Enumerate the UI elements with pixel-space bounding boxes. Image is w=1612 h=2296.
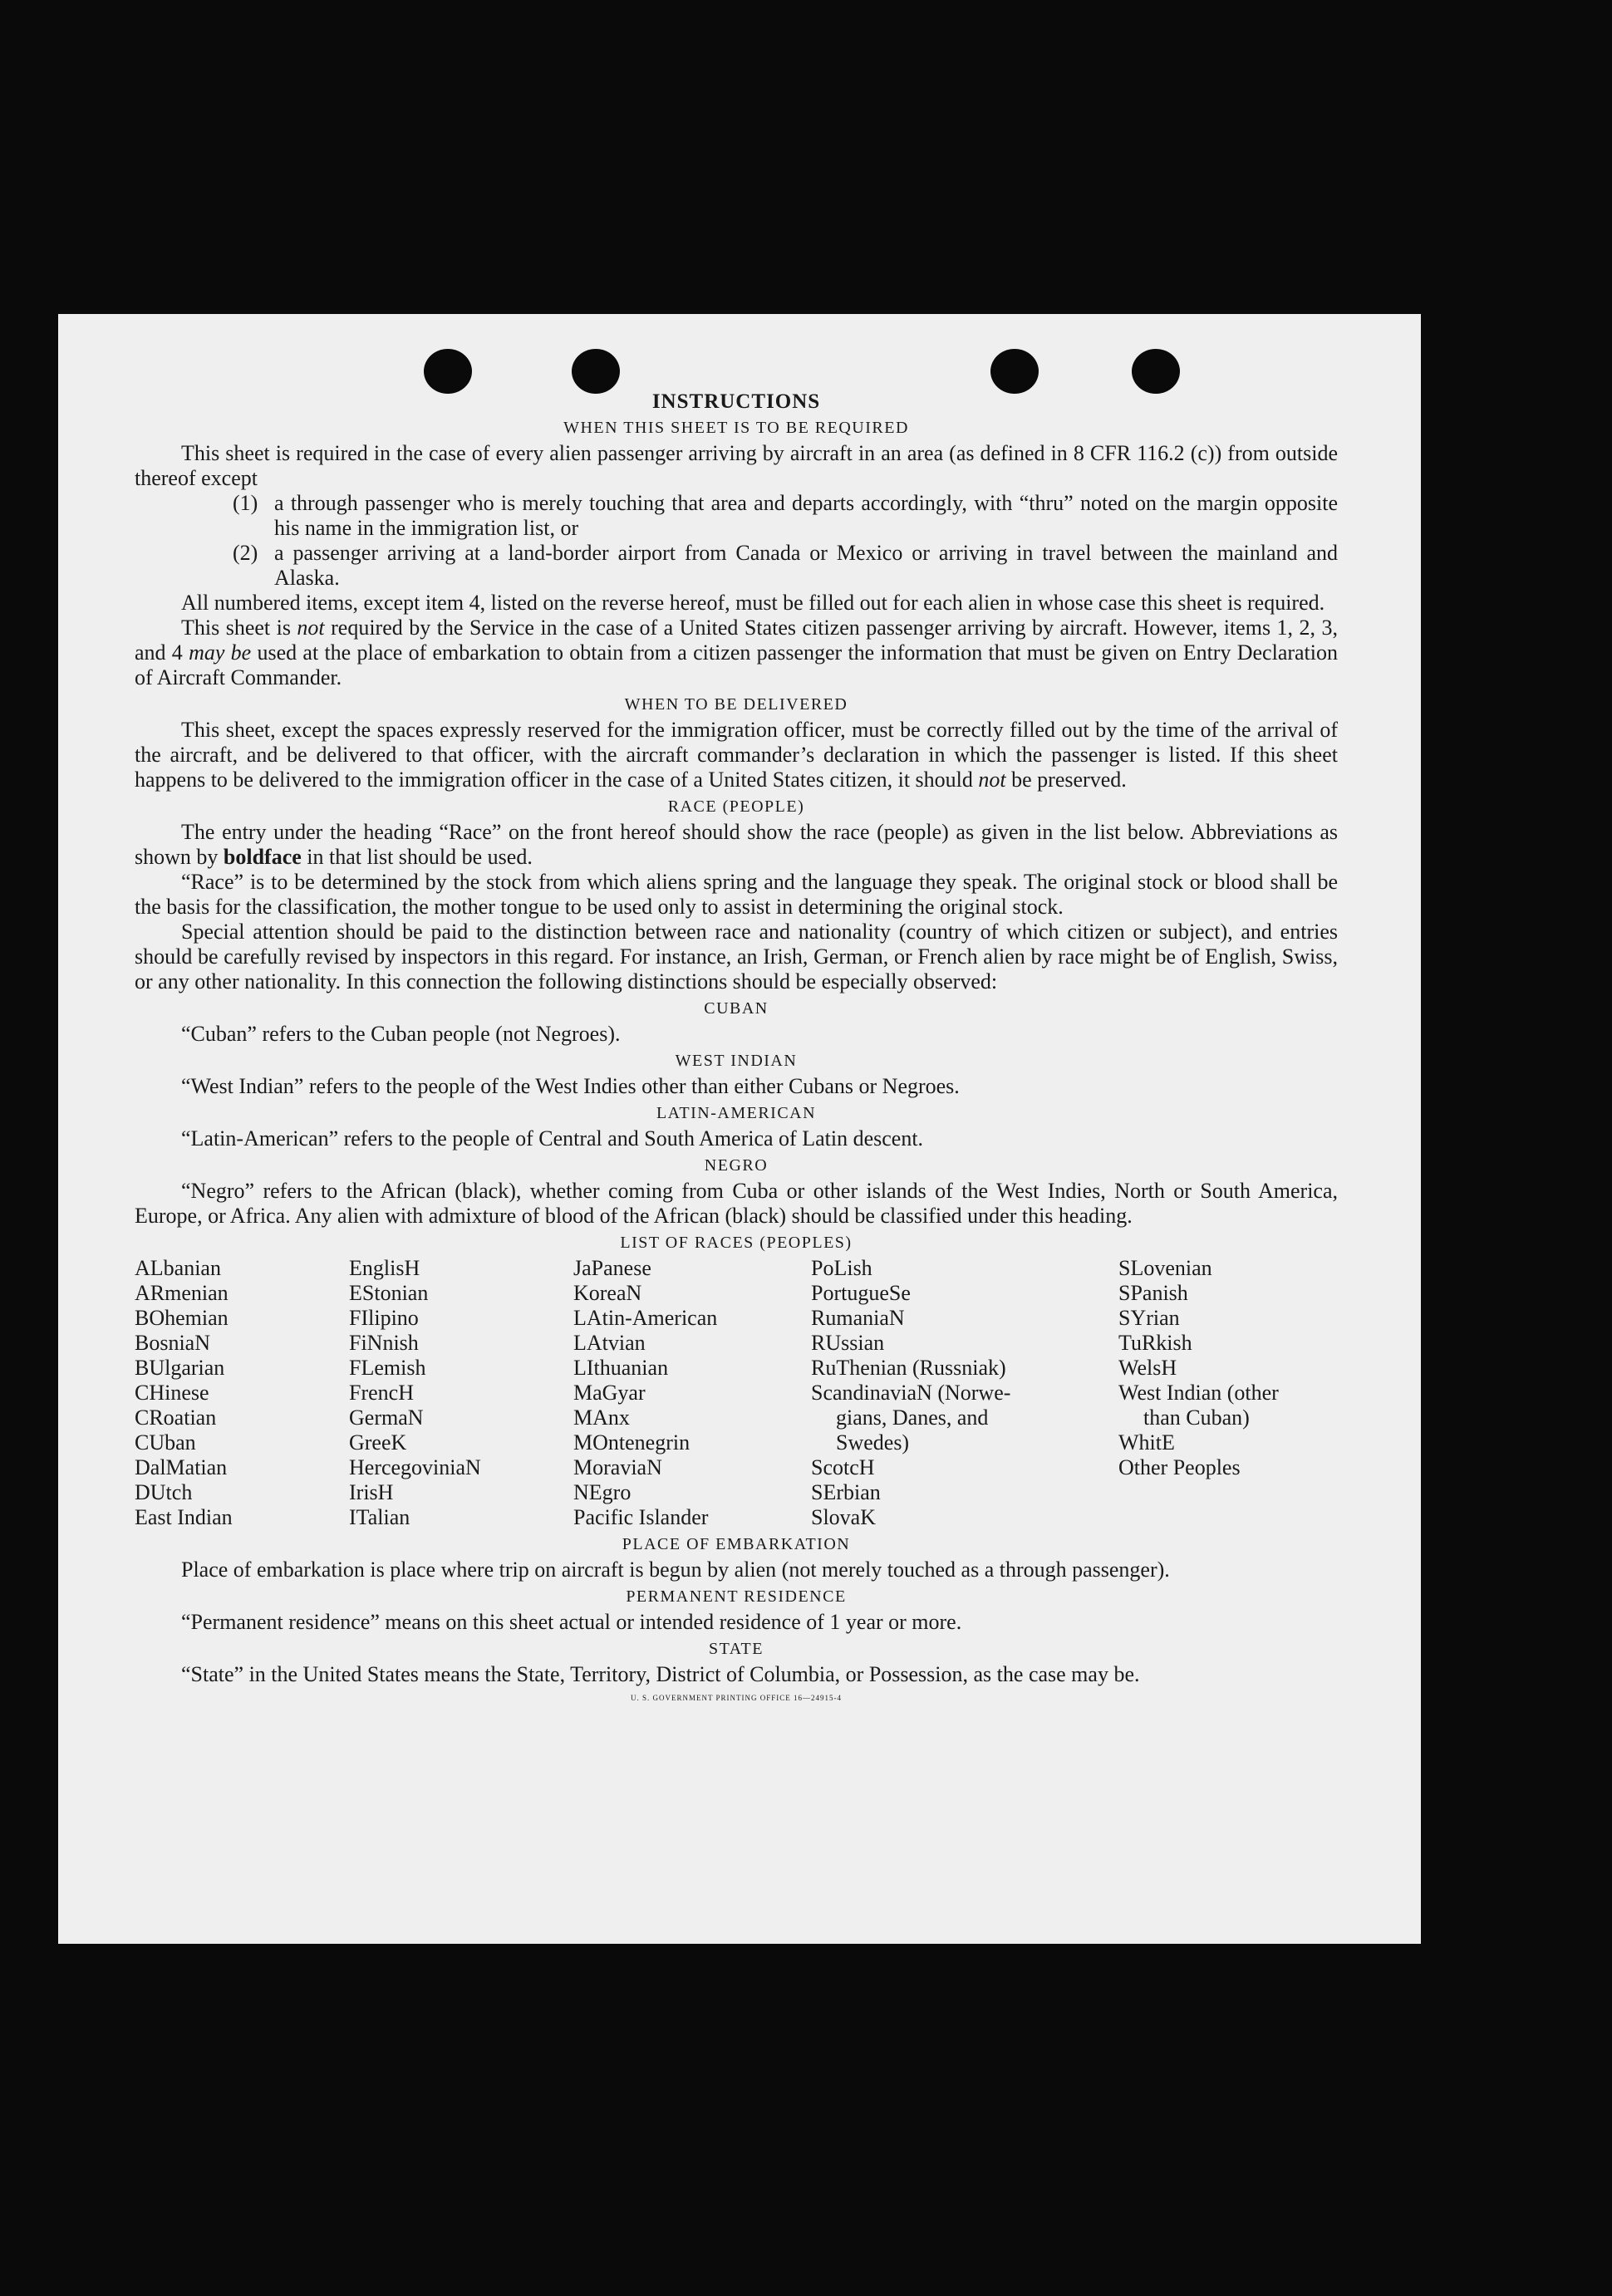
binder-hole xyxy=(1132,349,1180,394)
paragraph: “Race” is to be determined by the stock from which aliens spring and the language they speak. The original stock or blood shall be the basis for the classification, the mother tongue to be used only to assist in determining the original stock. xyxy=(135,870,1338,919)
race-entry: Other Peoples xyxy=(1118,1455,1241,1479)
heading-embarkation: PLACE OF EMBARKATION xyxy=(622,1535,851,1553)
race-entry: than Cuban) xyxy=(1143,1406,1250,1430)
paragraph: “West Indian” refers to the people of the West Indies other than either Cubans or Negroes. xyxy=(181,1074,960,1098)
heading-when-delivered: WHEN TO BE DELIVERED xyxy=(624,695,848,714)
race-entry: SYrian xyxy=(1118,1306,1180,1330)
race-entry: ScandinaviaN (Norwe- xyxy=(811,1381,1011,1405)
race-entry: Pacific Islander xyxy=(573,1505,709,1529)
race-entry: West Indian (other xyxy=(1118,1381,1279,1405)
race-entry: DUtch xyxy=(135,1480,193,1504)
race-entry: TuRkish xyxy=(1118,1331,1192,1355)
item-text: a passenger arriving at a land-border airport from Canada or Mexico or arriving in travel between the mainland and Alaska. xyxy=(274,541,1338,590)
races-column xyxy=(135,1256,349,1530)
race-entry: FiNnish xyxy=(349,1331,419,1355)
paragraph: Place of embarkation is place where trip on aircraft is begun by alien (not merely touched as a through passenger). xyxy=(181,1558,1170,1582)
race-entry: MOntenegrin xyxy=(573,1430,691,1455)
printer-imprint: U. S. GOVERNMENT PRINTING OFFICE 16—24915-4 xyxy=(630,1694,843,1702)
heading-race: RACE (PEOPLE) xyxy=(667,797,805,816)
race-entry: WhitE xyxy=(1118,1430,1175,1455)
race-entry: IrisH xyxy=(349,1480,394,1504)
text-run: in that list should be used. xyxy=(301,845,533,869)
paragraph xyxy=(135,616,1338,690)
heading-latin-american: LATIN-AMERICAN xyxy=(656,1104,817,1122)
item-number: (2) xyxy=(233,541,258,565)
paragraph xyxy=(135,820,1338,870)
race-entry: BosniaN xyxy=(135,1331,210,1355)
race-entry: SErbian xyxy=(811,1480,881,1504)
race-entry: EnglisH xyxy=(349,1256,420,1280)
race-entry: KoreaN xyxy=(573,1281,642,1305)
race-entry: LAtvian xyxy=(573,1331,646,1355)
races-column xyxy=(349,1256,573,1530)
text-run: be preserved. xyxy=(1005,768,1127,792)
heading-negro: NEGRO xyxy=(704,1156,769,1175)
document-content xyxy=(135,390,1338,1702)
paragraph: “Latin-American” refers to the people of Central and South America of Latin descent. xyxy=(181,1126,924,1150)
races-column xyxy=(811,1256,1118,1530)
paragraph: “Cuban” refers to the Cuban people (not Negroes). xyxy=(181,1022,621,1046)
race-entry: Swedes) xyxy=(836,1430,910,1455)
race-entry: FLemish xyxy=(349,1356,426,1380)
races-list xyxy=(135,1256,1338,1530)
paragraph: “Negro” refers to the African (black), whether coming from Cuba or other islands of the West Indies, North or South America, Europe, or Africa. Any alien with admixture of blood of the African (black) should be classified under this heading. xyxy=(135,1179,1338,1228)
paragraph: Special attention should be paid to the distinction between race and nationality (country of which citizen or subject), and entries should be carefully revised by inspectors in this regard. For instance, an Irish, German, or French alien by race might be of English, Swiss, or any other nationality. In this connection the following distinctions should be especially observed: xyxy=(135,920,1338,993)
paragraph: “State” in the United States means the State, Territory, District of Columbia, or Possession, as the case may be. xyxy=(181,1662,1140,1686)
bold-text: boldface xyxy=(223,845,302,869)
race-entry: JaPanese xyxy=(573,1256,651,1280)
list-item xyxy=(135,491,1338,541)
race-entry: ARmenian xyxy=(135,1281,229,1305)
race-entry: FrencH xyxy=(349,1381,414,1405)
race-entry: CUban xyxy=(135,1430,196,1455)
heading-state: STATE xyxy=(709,1640,764,1658)
race-entry: East Indian xyxy=(135,1505,233,1529)
race-entry: MoraviaN xyxy=(573,1455,662,1479)
race-entry: MAnx xyxy=(573,1406,630,1430)
race-entry: SPanish xyxy=(1118,1281,1188,1305)
text-run: used at the place of embarkation to obtain from a citizen passenger the information that must be given on Entry Declaration of Aircraft Commander. xyxy=(135,640,1338,689)
race-entry: CRoatian xyxy=(135,1406,217,1430)
race-entry: ScotcH xyxy=(811,1455,875,1479)
race-entry: SlovaK xyxy=(811,1505,876,1529)
race-entry: NEgro xyxy=(573,1480,632,1504)
race-entry: RUssian xyxy=(811,1331,885,1355)
paragraph: All numbered items, except item 4, listed on the reverse hereof, must be filled out for each alien in whose case this sheet is required. xyxy=(181,591,1325,615)
italic-text: may be xyxy=(189,640,252,665)
binder-hole xyxy=(424,349,472,394)
list-item xyxy=(135,541,1338,591)
page-title: INSTRUCTIONS xyxy=(651,390,821,413)
race-entry: WelsH xyxy=(1118,1356,1177,1380)
race-entry: FIlipino xyxy=(349,1306,419,1330)
item-text: a through passenger who is merely touching that area and departs accordingly, with “thru” noted on the margin opposite his name in the immigration list, or xyxy=(274,491,1338,540)
race-entry: ALbanian xyxy=(135,1256,221,1280)
paragraph: This sheet is required in the case of every alien passenger arriving by aircraft in an area (as defined in 8 CFR 116.2 (c)) from outside thereof except xyxy=(135,441,1338,490)
race-entry: EStonian xyxy=(349,1281,429,1305)
heading-list-of-races: LIST OF RACES (PEOPLES) xyxy=(620,1234,853,1252)
text-run: required by the Service in the case of a United States citizen passenger arriving by aircraft. However, items 1, 2, 3, and 4 xyxy=(135,616,1338,665)
race-entry: CHinese xyxy=(135,1381,209,1405)
heading-permanent-residence: PERMANENT RESIDENCE xyxy=(626,1587,847,1606)
race-entry: PortugueSe xyxy=(811,1281,911,1305)
race-entry: GermaN xyxy=(349,1406,424,1430)
race-entry: RuThenian (Russniak) xyxy=(811,1356,1006,1380)
text-run: This sheet, except the spaces expressly reserved for the immigration officer, must be correctly filled out by the time of the arrival of the aircraft, and be delivered to that officer, with the aircraft commander’s declaration in which the passenger is listed. If this sheet happens to be delivered to the immigration officer in the case of a United States citizen, it should xyxy=(135,718,1338,792)
race-entry: DalMatian xyxy=(135,1455,228,1479)
text-run: The entry under the heading “Race” on the front hereof should show the race (people) as given in the list below. Abbreviations as shown by xyxy=(135,820,1338,869)
races-column xyxy=(573,1256,811,1530)
race-entry: RumaniaN xyxy=(811,1306,905,1330)
item-number: (1) xyxy=(233,491,258,515)
paragraph: “Permanent residence” means on this sheet actual or intended residence of 1 year or more. xyxy=(181,1610,962,1634)
race-entry: BOhemian xyxy=(135,1306,229,1330)
binder-hole xyxy=(572,349,620,394)
italic-text: not xyxy=(978,768,1006,792)
text-run: This sheet is xyxy=(181,616,297,640)
heading-cuban: CUBAN xyxy=(704,999,769,1018)
race-entry: HercegoviniaN xyxy=(349,1455,481,1479)
italic-text: not xyxy=(297,616,325,640)
race-entry: ITalian xyxy=(349,1505,410,1529)
race-entry: MaGyar xyxy=(573,1381,646,1405)
heading-when-required: WHEN THIS SHEET IS TO BE REQUIRED xyxy=(563,419,909,437)
race-entry: BUlgarian xyxy=(135,1356,225,1380)
race-entry: GreeK xyxy=(349,1430,407,1455)
paragraph xyxy=(135,718,1338,792)
race-entry: gians, Danes, and xyxy=(836,1406,989,1430)
heading-west-indian: WEST INDIAN xyxy=(675,1052,798,1070)
races-column xyxy=(1118,1256,1334,1530)
race-entry: LAtin-American xyxy=(573,1306,718,1330)
race-entry: SLovenian xyxy=(1118,1256,1212,1280)
binder-hole xyxy=(990,349,1039,394)
race-entry: LIthuanian xyxy=(573,1356,669,1380)
document-sheet xyxy=(58,314,1421,1944)
race-entry: PoLish xyxy=(811,1256,872,1280)
